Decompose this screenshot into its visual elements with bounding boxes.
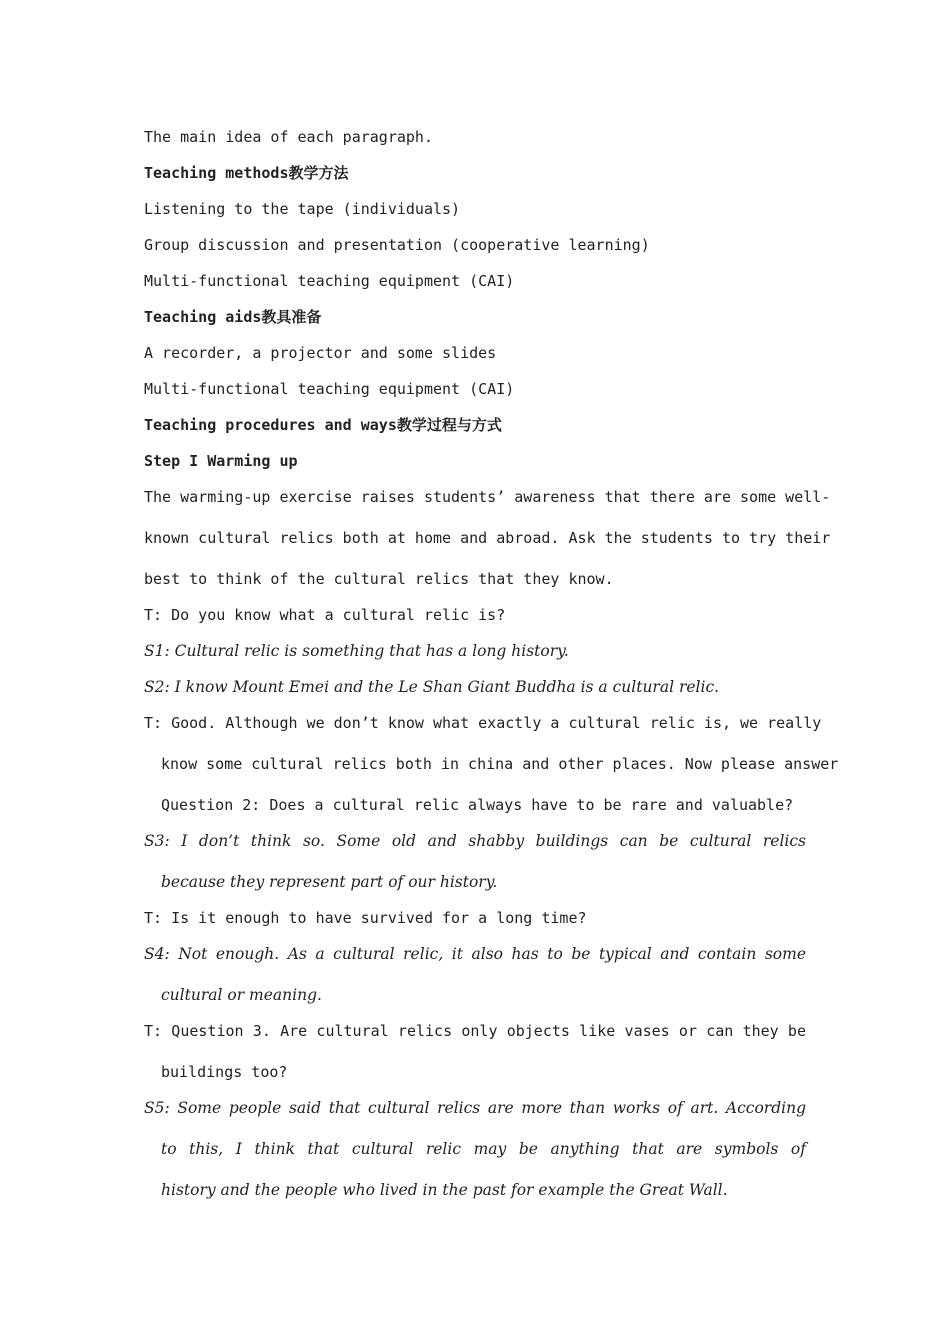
paragraph-warming-line-3: best to think of the cultural relics that they know. [144,570,614,588]
dialogue-student-4-line-2: cultural or meaning. [161,986,322,1004]
heading-step-one [144,451,806,471]
heading-teaching-aids-zh: 教具准备 [261,308,322,326]
dialogue-teacher-4-line-1: T: Question 3. Are cultural relics only objects like vases or can they be [144,1022,806,1040]
paragraph-warming-line-1: The warming-up exercise raises students’ awareness that there are some well- [144,488,831,506]
paragraph-main-idea: The main idea of each paragraph. [144,128,433,146]
dialogue-student-1: S1: Cultural relic is something that has a long history. [144,642,569,660]
dialogue-student-3-line-2: because they represent part of our history. [161,873,498,891]
method-group-discussion: Group discussion and presentation (cooperative learning) [144,236,650,254]
dialogue-teacher-3: T: Is it enough to have survived for a long time? [144,909,587,927]
dialogue-student-2: S2: I know Mount Emei and the Le Shan Giant Buddha is a cultural relic. [144,678,720,696]
dialogue-teacher-2-line-2: know some cultural relics both in china and other places. Now please answer [161,755,839,773]
aid-multifunctional: Multi-functional teaching equipment (CAI) [144,380,515,398]
heading-teaching-procedures-en: Teaching procedures and ways [144,416,397,434]
dialogue-teacher-1: T: Do you know what a cultural relic is? [144,606,506,624]
method-multifunctional: Multi-functional teaching equipment (CAI) [144,272,515,290]
heading-teaching-procedures [144,415,806,435]
heading-teaching-methods-en: Teaching methods [144,164,289,182]
dialogue-student-5-line-3: history and the people who lived in the past for example the Great Wall. [161,1181,728,1199]
dialogue-student-3-line-1: S3: I don’t think so. Some old and shabby buildings can be cultural relics [144,832,806,850]
heading-step-one-label: Step I Warming up [144,452,298,470]
heading-teaching-procedures-zh: 教学过程与方式 [396,416,502,434]
heading-teaching-methods-zh: 教学方法 [288,164,349,182]
heading-teaching-methods [144,163,806,183]
dialogue-student-5-line-2: to this, I think that cultural relic may be anything that are symbols of [161,1140,806,1158]
paragraph-warming-line-2: known cultural relics both at home and abroad. Ask the students to try their [144,529,831,547]
heading-teaching-aids-en: Teaching aids [144,308,262,326]
method-listening: Listening to the tape (individuals) [144,200,461,218]
dialogue-teacher-2-line-3: Question 2: Does a cultural relic always have to be rare and valuable? [161,796,794,814]
heading-teaching-aids [144,307,806,327]
dialogue-teacher-2-line-1: T: Good. Although we don’t know what exactly a cultural relic is, we really [144,714,822,732]
dialogue-student-5-line-1: S5: Some people said that cultural relics are more than works of art. According [144,1099,806,1117]
dialogue-teacher-4-line-2: buildings too? [161,1063,288,1081]
aid-recorder: A recorder, a projector and some slides [144,344,497,362]
dialogue-student-4-line-1: S4: Not enough. As a cultural relic, it also has to be typical and contain some [144,945,806,963]
